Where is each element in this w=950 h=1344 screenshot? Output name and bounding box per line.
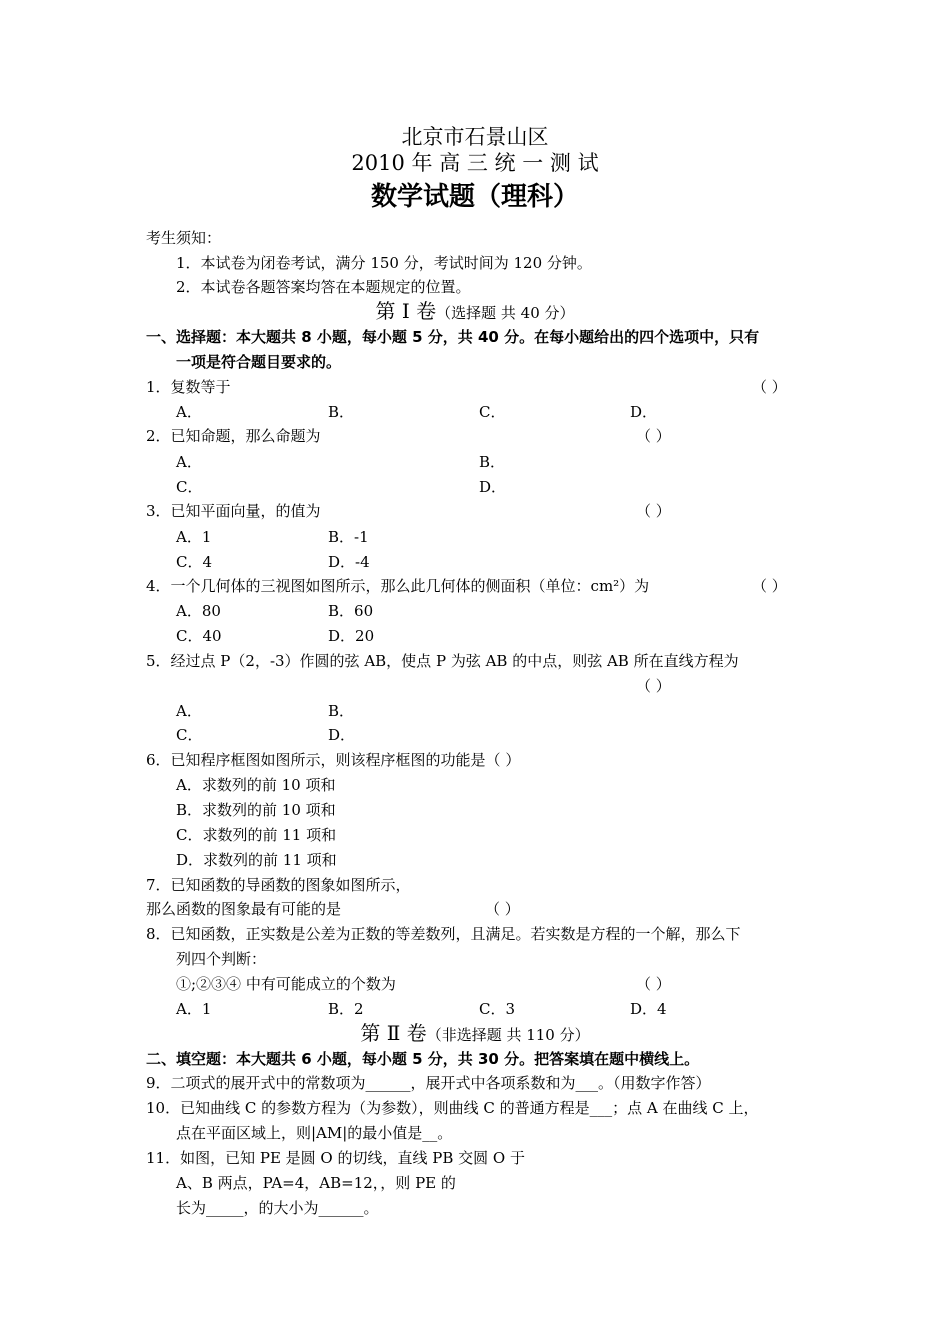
q6-option-d: D．求数列的前 11 项和 xyxy=(176,851,337,869)
q1-option-d: D． xyxy=(630,403,658,421)
q3-option-c: C．4 xyxy=(176,553,213,571)
q1-answer-paren: （ ） xyxy=(752,378,787,396)
q2-answer-paren: （ ） xyxy=(636,427,671,445)
section2-instruction: 二、填空题：本大题共 6 小题，每小题 5 分，共 30 分。把答案填在题中横线上。 xyxy=(146,1050,700,1068)
q2-option-b: B． xyxy=(479,453,506,471)
q4-option-b: B．60 xyxy=(328,602,374,620)
q6-stem: 6．已知程序框图如图所示，则该程序框图的功能是（ ） xyxy=(146,751,521,769)
q3-option-d: D．-4 xyxy=(328,553,370,571)
q4-option-a: A．80 xyxy=(176,602,221,620)
q11-text-2: A、B 两点，PA=4，AB=12，，则 PE 的 xyxy=(176,1174,456,1192)
q8-option-a: A．1 xyxy=(176,1000,212,1018)
part2-title: 第 Ⅱ 卷 xyxy=(360,1021,427,1045)
part1-heading xyxy=(0,301,950,323)
q5-option-b: B． xyxy=(328,702,355,720)
q1-option-c: C． xyxy=(479,403,506,421)
q1-option-a: A． xyxy=(176,403,202,421)
q6-option-b: B．求数列的前 10 项和 xyxy=(176,801,336,819)
q8-answer-paren: （ ） xyxy=(636,975,671,993)
q3-stem: 3．已知平面向量，的值为 xyxy=(146,502,321,520)
q1-option-b: B． xyxy=(328,403,355,421)
q7-stem-1: 7．已知函数的导函数的图象如图所示， xyxy=(146,876,411,894)
q8-option-b: B．2 xyxy=(328,1000,364,1018)
part2-subtitle: （非选择题 共 110 分） xyxy=(426,1026,590,1044)
q4-stem: 4．一个几何体的三视图如图所示，那么此几何体的侧面积（单位：cm²）为 xyxy=(146,577,650,595)
q4-answer-paren: （ ） xyxy=(752,577,787,595)
section1-instruction-2: 一项是符合题目要求的。 xyxy=(176,353,342,371)
q5-option-c: C． xyxy=(176,726,203,744)
notice-heading: 考生须知： xyxy=(146,229,222,247)
q3-option-b: B．-1 xyxy=(328,528,369,546)
q7-stem-2: 那么函数的图象最有可能的是 xyxy=(146,900,342,918)
q9-text: 9．二项式的展开式中的常数项为______，展开式中各项系数和为___。（用数字作答） xyxy=(146,1074,711,1092)
q11-text-1: 11．如图，已知 PE 是圆 O 的切线，直线 PB 交圆 O 于 xyxy=(146,1149,525,1167)
q5-option-a: A． xyxy=(176,702,202,720)
q4-option-c: C．40 xyxy=(176,627,222,645)
q4-option-d: D．20 xyxy=(328,627,375,645)
q6-option-c: C．求数列的前 11 项和 xyxy=(176,826,337,844)
q8-stem-2: 列四个判断： xyxy=(176,950,267,968)
notice-item-2: 2．本试卷各题答案均答在本题规定的位置。 xyxy=(176,278,471,296)
notice-item-1: 1．本试卷为闭卷考试，满分 150 分，考试时间为 120 分钟。 xyxy=(176,254,592,272)
q10-text-2: 点在平面区域上，则|AM|的最小值是__。 xyxy=(176,1124,453,1142)
q8-option-d: D．4 xyxy=(630,1000,667,1018)
q7-answer-paren: （ ） xyxy=(485,900,520,918)
q2-option-a: A． xyxy=(176,453,202,471)
q2-stem: 2．已知命题，那么命题为 xyxy=(146,427,321,445)
q8-option-c: C．3 xyxy=(479,1000,516,1018)
q3-option-a: A．1 xyxy=(176,528,212,546)
q1-stem: 1．复数等于 xyxy=(146,378,231,396)
q6-option-a: A．求数列的前 10 项和 xyxy=(176,776,336,794)
q10-text-1: 10．已知曲线 C 的参数方程为（为参数），则曲线 C 的普通方程是___；点 A 在曲线 C 上， xyxy=(146,1099,759,1117)
q8-stem-1: 8．已知函数，正实数是公差为正数的等差数列，且满足。若实数是方程的一个解，那么下 xyxy=(146,925,741,943)
q3-answer-paren: （ ） xyxy=(636,502,671,520)
part1-subtitle: （选择题 共 40 分） xyxy=(436,304,575,322)
test-name-line: 2010 年 高 三 统 一 测 试 xyxy=(351,151,599,175)
page-title: 数学试题（理科） xyxy=(370,182,579,212)
q5-stem: 5．经过点 P（2，-3）作圆的弦 AB，使点 P 为弦 AB 的中点，则弦 AB 所在直线方程为 xyxy=(146,652,739,670)
part2-heading xyxy=(0,1023,950,1045)
region-line: 北京市石景山区 xyxy=(401,125,549,149)
q2-option-d: D． xyxy=(479,478,507,496)
section1-instruction-1: 一、选择题：本大题共 8 小题，每小题 5 分，共 40 分。在每小题给出的四个选项中，只有 xyxy=(146,328,760,346)
q11-text-3: 长为_____，的大小为______。 xyxy=(176,1199,379,1217)
part1-title: 第 Ⅰ 卷 xyxy=(375,299,437,323)
q5-option-d: D． xyxy=(328,726,356,744)
q2-option-c: C． xyxy=(176,478,203,496)
q5-answer-paren: （ ） xyxy=(636,677,671,695)
q8-stem-3: ①;②③④ 中有可能成立的个数为 xyxy=(176,975,396,993)
